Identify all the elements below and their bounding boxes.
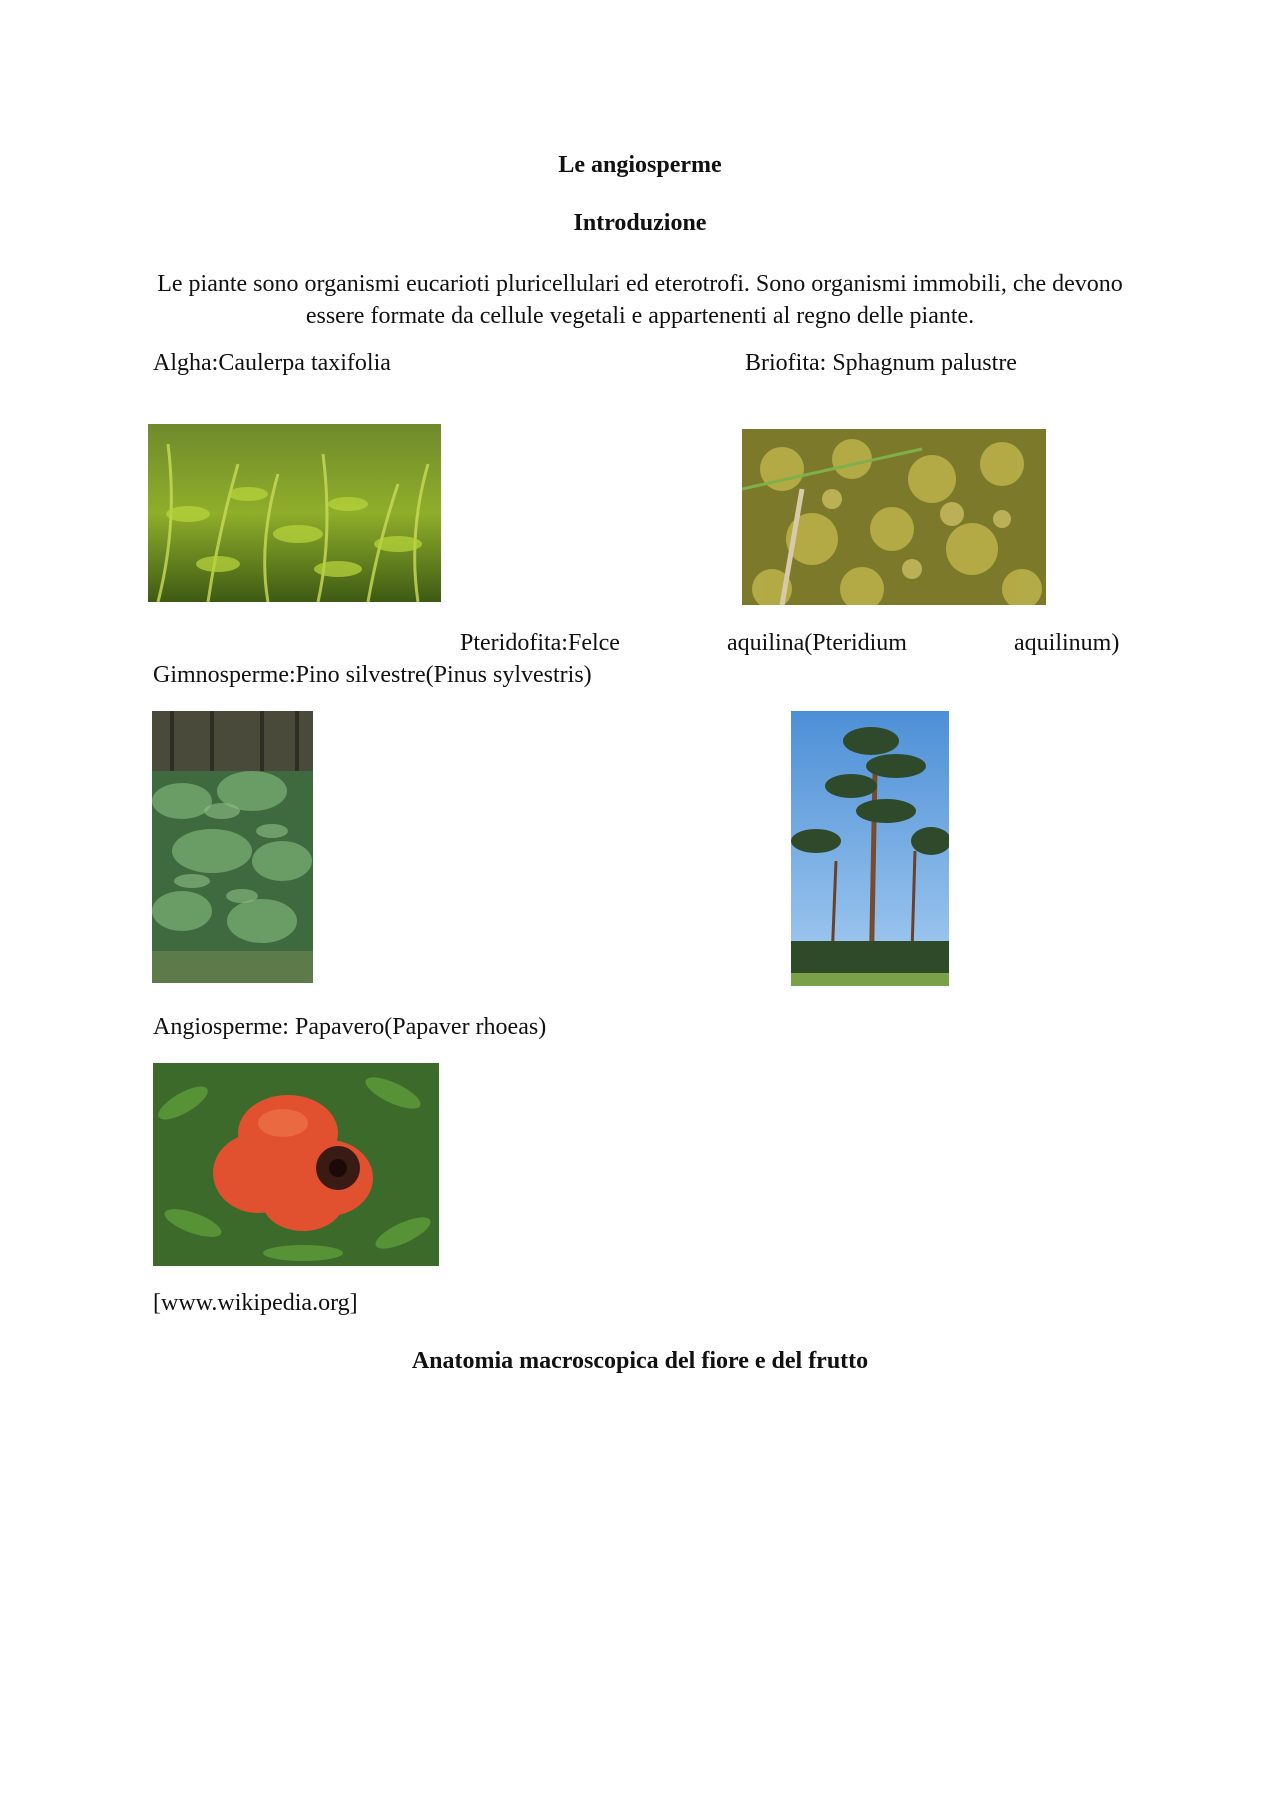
fern-photo <box>152 711 313 983</box>
document-title: Le angiosperme <box>558 152 722 178</box>
label-pteridofita-3: aquilinum) <box>1014 630 1120 656</box>
label-angiosperme: Angiosperme: Papavero(Papaver rhoeas) <box>153 1014 547 1040</box>
label-briofita: Briofita: Sphagnum palustre <box>745 350 1017 376</box>
sphagnum-photo <box>742 429 1046 605</box>
intro-paragraph: Le piante sono organismi eucarioti pluricellulari ed eterotrofi. Sono organismi immobili, che devono essere formate da cellule vegetali e appartenenti al regno delle piante. <box>157 271 1123 329</box>
poppy-photo <box>153 1063 439 1266</box>
caulerpa-photo <box>148 424 441 602</box>
section-heading-introduzione: Introduzione <box>573 210 707 236</box>
label-alga: Algha:Caulerpa taxifolia <box>153 350 391 376</box>
pine-photo <box>791 711 949 986</box>
source-citation: [www.wikipedia.org] <box>153 1290 358 1316</box>
section-heading-anatomia: Anatomia macroscopica del fiore e del frutto <box>411 1348 869 1374</box>
label-pteridofita-1: Pteridofita:Felce <box>460 630 620 656</box>
label-gimnosperme: Gimnosperme:Pino silvestre(Pinus sylvestris) <box>153 662 592 688</box>
label-pteridofita-2: aquilina(Pteridium <box>727 630 907 656</box>
